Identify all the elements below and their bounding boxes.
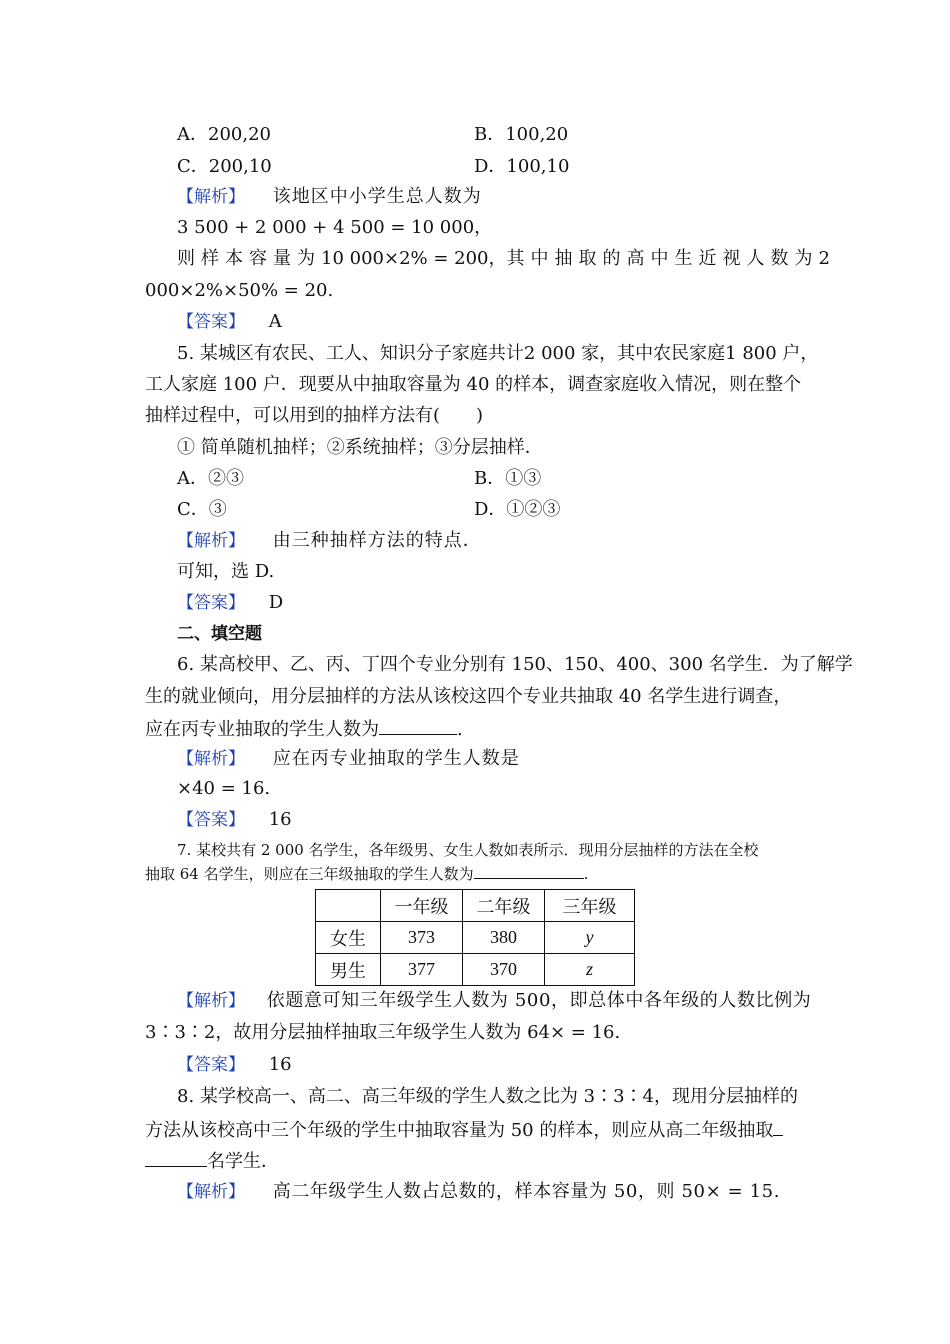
- q4-analysis: [177, 185, 482, 209]
- q6-answer: [177, 808, 292, 832]
- grade-table: [315, 889, 635, 986]
- q7-line1: 7. 某校共有 2 000 名学生，各年级男、女生人数如表所示．现用分层抽样的方法在全校: [177, 841, 759, 859]
- q6-line3-end: .: [457, 719, 463, 740]
- q6-line3-text: 应在丙专业抽取的学生人数为: [145, 719, 379, 740]
- q6-analysis: [177, 747, 520, 771]
- table-header-cell: 一年级: [381, 890, 463, 922]
- q5-analysis: [177, 529, 482, 553]
- q7-analysis: [177, 989, 811, 1013]
- table-row: [316, 954, 635, 986]
- q4-analysis-3a: 则样本容量为: [177, 248, 321, 269]
- q6-answer-value: 16: [268, 809, 292, 830]
- table-row: [316, 922, 635, 954]
- q8-analysis-text: 高二年级学生人数占总数的，样本容量为 50，则 50× = 15.: [272, 1181, 781, 1202]
- q8-line2: [145, 1117, 783, 1143]
- q6-analysis-text: 应在丙专业抽取的学生人数是: [272, 748, 520, 769]
- q8-line2-text: 方法从该校高中三个年级的学生中抽取容量为 50 的样本，则应从高二年级抽取: [145, 1120, 774, 1141]
- table-cell: y: [545, 922, 635, 954]
- q5-answer-value: D: [268, 592, 284, 613]
- q7-answer-blank: [474, 863, 584, 879]
- q7-line2-text: 抽取 64 名学生，则应在三年级抽取的学生人数为: [145, 865, 474, 883]
- q5-answer: [177, 591, 283, 615]
- table-header-row: [316, 890, 635, 922]
- q5-line1b: 2 000 家，其中农民家庭: [523, 343, 726, 364]
- q8-line3: [145, 1148, 279, 1174]
- table-cell: 373: [381, 922, 463, 954]
- q5-line3: 抽样过程中，可以用到的抽样方法有( ): [145, 405, 484, 426]
- q4-option-a: A．200,20: [177, 124, 271, 145]
- q8-line1: 8. 某学校高一、高二、高三年级的学生人数之比为 3∶3∶4，现用分层抽样的: [177, 1086, 798, 1107]
- q4-analysis-text: 该地区中小学生总人数为: [272, 186, 482, 207]
- q5-analysis-2: 可知，选 D.: [177, 561, 275, 582]
- analysis-tag: 【解析】: [177, 531, 245, 551]
- table-cell: 370: [463, 954, 545, 986]
- table-cell: 377: [381, 954, 463, 986]
- q7-answer-value: 16: [268, 1054, 292, 1075]
- q7-analysis-text: 依题意可知三年级学生人数为 500，即总体中各年级的人数比例为: [266, 990, 812, 1011]
- q5-line1c: 1 800 户，: [725, 343, 819, 364]
- q4-answer-value: A: [268, 311, 282, 332]
- analysis-tag: 【解析】: [177, 749, 245, 769]
- answer-tag: 【答案】: [177, 312, 245, 332]
- q6-analysis-2: ×40 = 16.: [177, 778, 271, 799]
- q5-option-c: C．③: [177, 499, 227, 520]
- answer-tag: 【答案】: [177, 1055, 245, 1075]
- q4-analysis-line3: [177, 247, 830, 271]
- q8-analysis: [177, 1180, 780, 1204]
- answer-tag: 【答案】: [177, 593, 245, 613]
- table-cell: 男生: [316, 954, 381, 986]
- analysis-tag: 【解析】: [177, 1182, 245, 1202]
- q8-line3-text: 名学生．: [207, 1151, 279, 1172]
- q5-line2: 工人家庭 100 户．现要从中抽取容量为 40 的样本，调查家庭收入情况，则在整个: [145, 374, 802, 395]
- q5-line1a: 5. 某城区有农民、工人、知识分子家庭共计: [177, 343, 524, 364]
- q5-option-d: D．①②③: [474, 499, 561, 520]
- q5-option-a: A．②③: [177, 468, 244, 489]
- q4-analysis-3b: 10 000×2% = 200，: [321, 248, 507, 269]
- q8-answer-blank: [145, 1148, 207, 1167]
- q4-answer: [177, 310, 282, 334]
- q4-analysis-3c: 其中抽取的高中生近视人数为: [506, 248, 819, 269]
- q6-line2: 生的就业倾向，用分层抽样的方法从该校这四个专业共抽取 40 名学生进行调查，: [145, 686, 792, 707]
- table-header-cell: 三年级: [545, 890, 635, 922]
- table-cell: 380: [463, 922, 545, 954]
- q7-analysis-2: 3∶3∶2，故用分层抽样抽取三年级学生人数为 64× = 16.: [145, 1022, 621, 1043]
- q4-option-b: B．100,20: [474, 124, 569, 145]
- q5-option-b: B．①③: [474, 468, 542, 489]
- q5-methods: ① 简单随机抽样；②系统抽样；③分层抽样．: [177, 437, 543, 458]
- q5-analysis-text: 由三种抽样方法的特点．: [272, 530, 482, 551]
- table-header-cell: 二年级: [463, 890, 545, 922]
- q6-answer-blank: [379, 716, 457, 735]
- analysis-tag: 【解析】: [177, 187, 245, 207]
- table-cell: z: [545, 954, 635, 986]
- q5-line1: [177, 342, 819, 366]
- q7-answer: [177, 1053, 292, 1077]
- q6-line3: [145, 716, 463, 742]
- q4-analysis-3d: 2: [818, 248, 830, 269]
- q7-line2: [145, 862, 588, 886]
- q4-analysis-sum: 3 500 + 2 000 + 4 500 = 10 000，: [177, 217, 493, 238]
- answer-tag: 【答案】: [177, 810, 245, 830]
- q8-answer-blank-start: [773, 1117, 783, 1136]
- q4-option-d: D．100,10: [474, 156, 570, 177]
- analysis-tag: 【解析】: [177, 991, 245, 1011]
- q7-line2-end: .: [583, 865, 589, 883]
- q4-analysis-line4: 000×2%×50% = 20.: [145, 280, 334, 301]
- table-cell: 女生: [316, 922, 381, 954]
- q6-line1: 6. 某高校甲、乙、丙、丁四个专业分别有 150、150、400、300 名学生．为了解学: [177, 654, 853, 675]
- table-header-cell: [316, 890, 381, 922]
- section-title: 二、填空题: [177, 624, 262, 644]
- q4-option-c: C．200,10: [177, 156, 272, 177]
